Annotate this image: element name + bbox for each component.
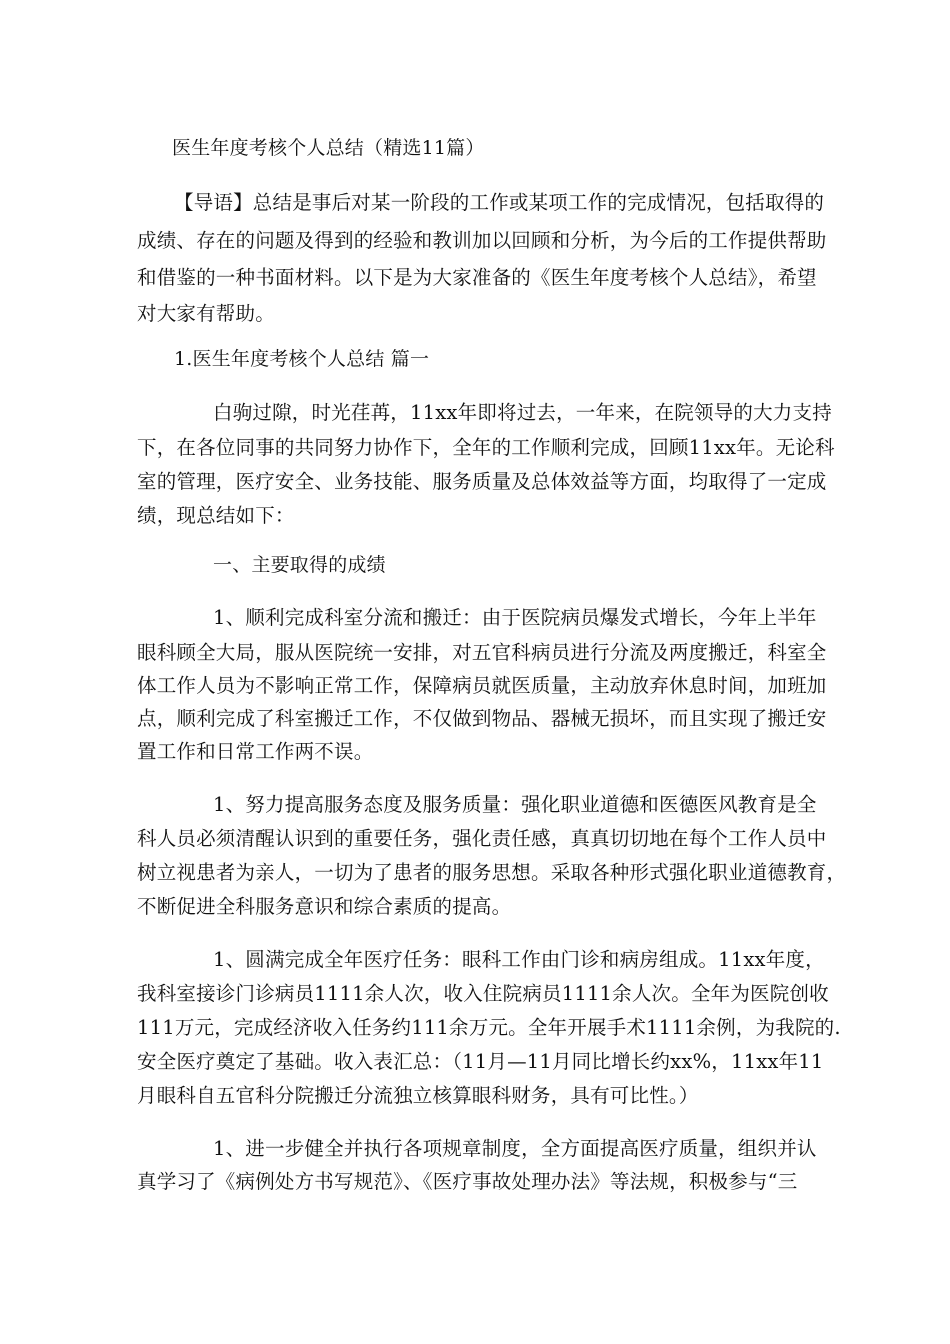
intro-line: 和借鉴的一种书面材料。以下是为大家准备的《医生年度考核个人总结》，希望 [137,266,817,289]
subheading: 一、主要取得的成绩 [213,554,386,576]
paragraph-line: 绩，现总结如下： [137,504,295,527]
intro-line: 对大家有帮助。 [137,302,275,325]
item-line: 1、圆满完成全年医疗任务：眼科工作由门诊和病房组成。11xx年度， [213,948,825,971]
item-line: 我科室接诊门诊病员1111余人次，收入住院病员1111余人次。全年为医院创收 [137,982,829,1005]
item-line: 1、顺利完成科室分流和搬迁：由于医院病员爆发式增长，今年上半年 [213,606,817,629]
paragraph-line: 室的管理，医疗安全、业务技能、服务质量及总体效益等方面，均取得了一定成 [137,470,827,493]
item-line: 眼科顾全大局，服从医院统一安排，对五官科病员进行分流及两度搬迁，科室全 [137,641,827,664]
intro-line: 【导语】总结是事后对某一阶段的工作或某项工作的完成情况，包括取得的 [174,191,825,214]
item-line: 1、进一步健全并执行各项规章制度，全方面提高医疗质量，组织并认 [213,1137,817,1160]
item-line: 真学习了《病例处方书写规范》、《医疗事故处理办法》等法规，积极参与“三 [137,1170,798,1193]
intro-line: 成绩、存在的问题及得到的经验和教训加以回顾和分析，为今后的工作提供帮助 [137,229,827,252]
document-title: 医生年度考核个人总结（精选11篇） [172,137,485,159]
paragraph-line: 下，在各位同事的共同努力协作下，全年的工作顺利完成，回顾11xx年。无论科 [137,436,835,459]
item-line: 111万元，完成经济收入任务约111余万元。全年开展手术1111余例，为我院的. [137,1016,841,1039]
item-line: 1、努力提高服务态度及服务质量：强化职业道德和医德医风教育是全 [213,793,817,816]
paragraph-line: 白驹过隙，时光荏苒，11xx年即将过去，一年来，在院领导的大力支持 [213,401,832,424]
item-line: 树立视患者为亲人，一切为了患者的服务思想。采取各种形式强化职业道德教育， [137,861,847,884]
item-line: 科人员必须清醒认识到的重要任务，强化责任感，真真切切地在每个工作人员中 [137,827,827,850]
item-line: 月眼科自五官科分院搬迁分流独立核算眼科财务，具有可比性。） [137,1084,699,1107]
item-line: 体工作人员为不影响正常工作，保障病员就医质量，主动放弃休息时间，加班加 [137,674,827,697]
item-line: 不断促进全科服务意识和综合素质的提高。 [137,895,512,918]
section-heading: 1.医生年度考核个人总结 篇一 [174,348,430,370]
item-line: 安全医疗奠定了基础。收入表汇总：（11月—11月同比增长约xx%，11xx年11 [137,1050,824,1073]
item-line: 点，顺利完成了科室搬迁工作，不仅做到物品、器械无损坏，而且实现了搬迁安 [137,707,827,730]
item-line: 置工作和日常工作两不误。 [137,740,374,763]
